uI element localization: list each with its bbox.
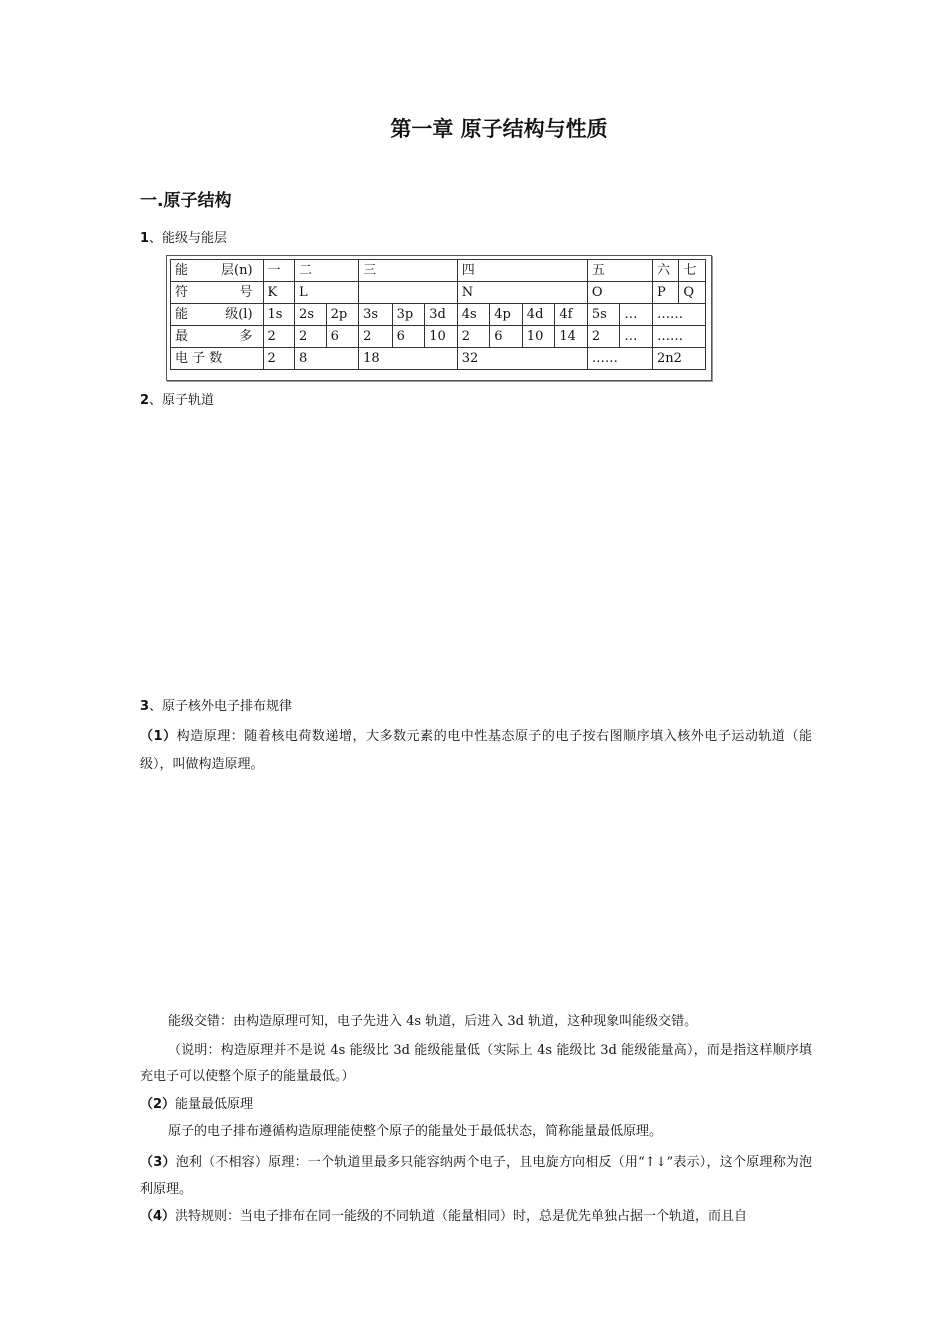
table-cell: 五 xyxy=(587,260,652,282)
item-3-number: 3 xyxy=(140,699,150,714)
table-row xyxy=(171,282,706,304)
table-cell: 5s xyxy=(587,304,620,326)
table-cell xyxy=(359,282,458,304)
row-label: 能 xyxy=(175,263,189,278)
row-label: 能 xyxy=(175,307,189,322)
paragraph-text: 构造原理：随着核电荷数递增，大多数元素的电中性基态原子的电子按右图顺序填入核外电子运动轨道（能级），叫做构造原理。 xyxy=(140,729,812,772)
item-1-number: 1 xyxy=(140,231,150,246)
paragraph-hund xyxy=(140,1206,812,1228)
chapter-title: 第一章 原子结构与性质 xyxy=(390,117,608,141)
item-2-text: 、原子轨道 xyxy=(149,393,215,408)
paragraph-text: 泡利（不相容）原理：一个轨道里最多只能容纳两个电子，且电旋方向相反（用“↑↓”表示），这个原理称为泡利原理。 xyxy=(140,1155,813,1197)
table-cell: 6 xyxy=(490,326,523,348)
paragraph-pauli xyxy=(140,1149,812,1203)
table-cell: 2 xyxy=(295,326,327,348)
table-cell: 2 xyxy=(587,326,620,348)
table-cell: 2 xyxy=(263,348,295,370)
row-label: 级(l) xyxy=(225,307,253,322)
table-row xyxy=(171,326,706,348)
table-cell: 2p xyxy=(326,304,359,326)
row-label: 符 xyxy=(175,285,189,300)
table-cell: 3p xyxy=(392,304,425,326)
table-cell: …… xyxy=(587,348,652,370)
table-cell: …… xyxy=(652,304,705,326)
table-cell: L xyxy=(295,282,359,304)
paragraph-level-crossing: 能级交错：由构造原理可知，电子先进入 4s 轨道，后进入 3d 轨道，这种现象叫能级交错。 xyxy=(168,1014,698,1029)
row-label: 最 xyxy=(175,329,189,344)
table-cell: 32 xyxy=(457,348,587,370)
table-cell: 六 xyxy=(652,260,678,282)
table-cell: … xyxy=(620,304,653,326)
table-cell: 18 xyxy=(359,348,458,370)
table-cell: 3s xyxy=(359,304,393,326)
table-cell: 2n2 xyxy=(652,348,705,370)
table-cell: 七 xyxy=(679,260,706,282)
table-cell: … xyxy=(620,326,653,348)
paragraph-number: （4） xyxy=(140,1209,176,1224)
paragraph-number: （1） xyxy=(140,729,177,744)
table-cell: 4p xyxy=(490,304,523,326)
table-cell: 10 xyxy=(522,326,555,348)
table-cell: 2 xyxy=(457,326,490,348)
row-label: 层(n) xyxy=(221,263,253,278)
table-cell: 1s xyxy=(263,304,295,326)
table-cell: 14 xyxy=(555,326,588,348)
table-cell: 三 xyxy=(359,260,458,282)
row-label: 电 子 数 xyxy=(171,348,264,370)
paragraph-number: （2） xyxy=(140,1097,176,1112)
table-row xyxy=(171,260,706,282)
table-cell: Q xyxy=(679,282,706,304)
energy-level-table xyxy=(166,255,712,381)
table-cell: N xyxy=(457,282,587,304)
table-cell: 6 xyxy=(392,326,425,348)
paragraph-text: 能量最低原理 xyxy=(175,1097,254,1112)
table-cell: 四 xyxy=(457,260,587,282)
table-cell: P xyxy=(652,282,678,304)
table-cell: …… xyxy=(652,326,705,348)
table-cell: 一 xyxy=(263,260,295,282)
table-cell: 2 xyxy=(263,326,295,348)
table-cell: 4s xyxy=(457,304,490,326)
item-3-text: 、原子核外电子排布规律 xyxy=(149,699,293,714)
row-label: 多 xyxy=(239,329,253,344)
table-row xyxy=(171,304,706,326)
item-2 xyxy=(140,391,214,411)
table-cell: 10 xyxy=(425,326,458,348)
paragraph-text: 洪特规则：当电子排布在同一能级的不同轨道（能量相同）时，总是优先单独占据一个轨道，而且自 xyxy=(175,1209,748,1224)
paragraph-note: （说明：构造原理并不是说 4s 能级比 3d 能级能量低（实际上 4s 能级比 3d 能级能量高），而是指这样顺序填充电子可以使整个原子的能量最低。） xyxy=(140,1043,812,1084)
table-cell: 二 xyxy=(295,260,359,282)
item-1-text: 、能级与能层 xyxy=(149,231,228,246)
table-cell: 6 xyxy=(326,326,359,348)
item-2-number: 2 xyxy=(140,393,150,408)
table-cell: O xyxy=(587,282,652,304)
table-row xyxy=(171,348,706,370)
table-cell: 8 xyxy=(295,348,359,370)
table-cell: 2s xyxy=(295,304,327,326)
table-cell: 4d xyxy=(522,304,555,326)
table-cell: K xyxy=(263,282,295,304)
item-3 xyxy=(140,697,292,717)
table-cell: 3d xyxy=(425,304,458,326)
row-label: 号 xyxy=(239,285,253,300)
section-heading: 一.原子结构 xyxy=(140,191,232,211)
paragraph-aufbau xyxy=(140,723,812,779)
paragraph-number: （3） xyxy=(140,1155,176,1170)
item-1 xyxy=(140,229,227,249)
table-cell: 2 xyxy=(359,326,393,348)
table-cell: 4f xyxy=(555,304,588,326)
paragraph-lowest-energy: 原子的电子排布遵循构造原理能使整个原子的能量处于最低状态，简称能量最低原理。 xyxy=(168,1124,663,1139)
paragraph-lowest-energy-heading xyxy=(140,1094,812,1116)
